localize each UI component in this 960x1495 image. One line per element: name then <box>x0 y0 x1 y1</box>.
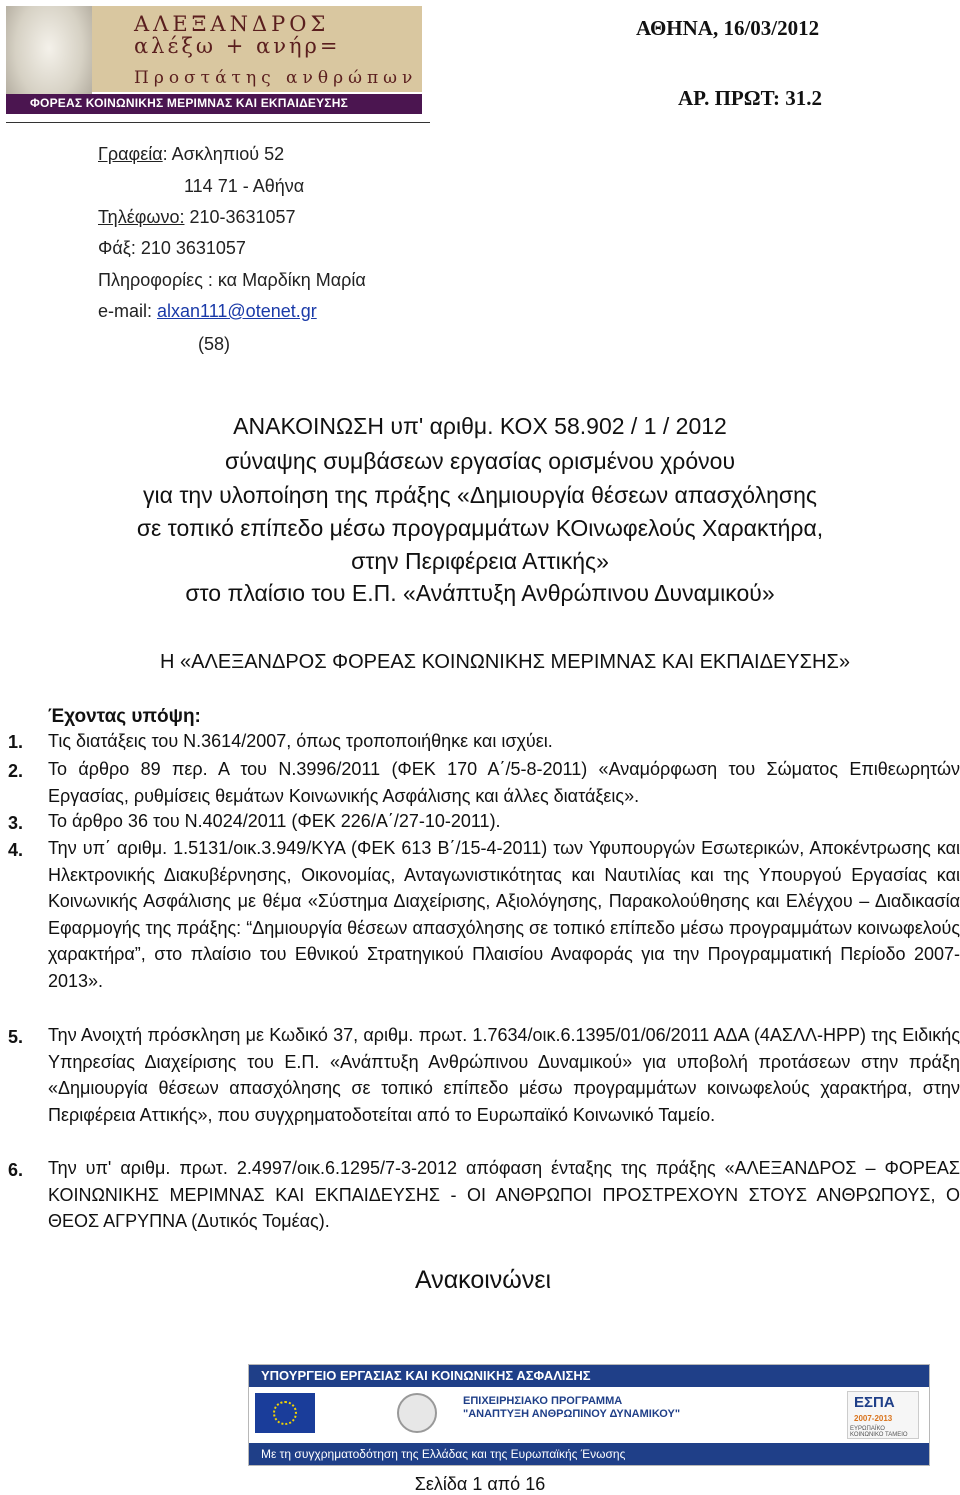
item-number-4: 4. <box>8 840 24 860</box>
organisation-name: Η «ΑΛΕΞΑΝΔΡΟΣ ΦΟΡΕΑΣ ΚΟΙΝΩΝΙΚΗΣ ΜΕΡΙΜΝΑΣ ΚΑΙ ΕΚΠΑΙΔΕΥΣΗΣ» <box>160 651 850 673</box>
fax: Φάξ: 210 3631057 <box>98 238 246 258</box>
list-item-5 <box>48 1022 960 1128</box>
document-date: ΑΘΗΝΑ, 16/03/2012 <box>636 16 820 40</box>
cofunding-bar <box>249 1443 929 1465</box>
logo-etymology: αλέξω + ανήρ= <box>134 34 341 58</box>
espa-tag: ΕΥΡΩΠΑΪΚΟ ΚΟΙΝΩΝΙΚΟ ΤΑΜΕΙΟ <box>850 1426 908 1438</box>
organisation-logo <box>6 6 422 110</box>
list-item-4 <box>48 835 960 994</box>
phone-label: Τηλέφωνο: <box>98 207 185 227</box>
logo-motto: Προστάτης ανθρώπων <box>134 68 418 88</box>
item-number-3: 3. <box>8 813 24 833</box>
email-label: e-mail: <box>98 301 158 321</box>
espa-label: ΕΣΠΑ <box>854 1394 895 1411</box>
item-text-6: Την υπ' αριθμ. πρωτ. 2.4997/οικ.6.1295/7-3-2012 απόφαση ένταξης της πράξης «ΑΛΕΞΑΝΔΡΟΣ – ΦΟΡΕΑΣ ΚΟΙΝΩΝΙΚΗΣ ΜΕΡΙΜΝΑΣ ΚΑΙ ΕΚΠΑΙΔΕΥΣΗΣ - ΟΙ ΑΝΘΡΩΠΟΙ ΠΡΟΣΤΡΕΧΟΥΝ ΣΤΟΥΣ ΑΝΘΡΩΠΟΥΣ, Ο ΘΕΟΣ ΑΓΡΥΠΝΑ (Δυτικός Τομέας). <box>48 1158 960 1231</box>
page-number: Σελίδα 1 από 16 <box>414 1474 546 1494</box>
list-item-3 <box>48 808 960 835</box>
item-text-1: Τις διατάξεις του Ν.3614/2007, όπως τροποποιήθηκε και ισχύει. <box>48 731 553 751</box>
email-link[interactable]: alxan111@otenet.gr <box>157 301 317 321</box>
item-text-5: Την Ανοιχτή πρόσκληση με Κωδικό 37, αριθμ. πρωτ. 1.7634/οικ.6.1395/01/06/2011 ΑΔΑ (4ΑΣΛΛ-ΗΡΡ) της Ειδικής Υπηρεσίας Διαχείρισης του Ε.Π. «Ανάπτυξη Ανθρώπινου Δυναμικού» για υποβολή προτάσεων στην πράξη «Δημιουργία θέσεων απασχόλησης σε τοπικό επίπεδο μέσω προγραμμάτων κοινωφελούς χαρακτήρα, στην Περιφέρεια Αττικής», που συγχρηματοδοτείται από το Ευρωπαϊκό Κοινωνικό Ταμείο. <box>48 1025 960 1125</box>
office-address <box>98 144 284 165</box>
logo-bar-text: ΦΟΡΕΑΣ ΚΟΙΝΩΝΙΚΗΣ ΜΕΡΙΜΝΑΣ ΚΑΙ ΕΚΠΑΙΔΕΥΣΗΣ <box>30 96 348 110</box>
email <box>98 301 317 322</box>
logo-title: ΑΛΕΞΑΝΔΡΟΣ <box>134 12 330 36</box>
contact-person: Πληροφορίες : κα Μαρδίκη Μαρία <box>98 270 366 290</box>
ministry-bar <box>249 1365 929 1387</box>
item-number-2: 2. <box>8 761 24 781</box>
reference-number: (58) <box>198 334 231 354</box>
office-label: Γραφεία <box>98 144 163 164</box>
item-number-5: 5. <box>8 1027 24 1047</box>
title-line-6: στο πλαίσιο του Ε.Π. «Ανάπτυξη Ανθρώπινου Δυναμικού» <box>185 580 775 606</box>
item-number-1: 1. <box>8 732 24 752</box>
list-item-1 <box>48 728 960 755</box>
ministry-name: ΥΠΟΥΡΓΕΙΟ ΕΡΓΑΣΙΑΣ ΚΑΙ ΚΟΙΝΩΝΙΚΗΣ ΑΣΦΑΛΙΣΗΣ <box>261 1368 591 1383</box>
logo-bar <box>6 94 422 114</box>
title-line-3: για την υλοποίηση της πράξης «Δημιουργία θέσεων απασχόλησης <box>143 482 817 508</box>
office-value: : Ασκληπιού 52 <box>162 144 285 164</box>
title-line-2: σύναψης συμβάσεων εργασίας ορισμένου χρόνου <box>224 448 736 474</box>
title-line-5: στην Περιφέρεια Αττικής» <box>351 548 609 574</box>
item-text-2: Το άρθρο 89 περ. Α του Ν.3996/2011 (ΦΕΚ 170 Α΄/5-8-2011) «Αναμόρφωση του Σώματος Επιθεωρητών Εργασίας, ρυθμίσεις θεμάτων Κοινωνικής Ασφάλισης και άλλες διατάξεις». <box>48 759 960 806</box>
programme-line-1: ΕΠΙΧΕΙΡΗΣΙΑΚΟ ΠΡΟΓΡΑΜΜΑ <box>463 1395 623 1407</box>
phone <box>98 207 296 228</box>
cofunding-text: Με τη συγχρηματοδότηση της Ελλάδας και της Ευρωπαϊκής Ένωσης <box>261 1447 626 1461</box>
funding-banner <box>248 1364 930 1466</box>
programme-line-2: "ΑΝΑΠΤΥΞΗ ΑΝΘΡΩΠΙΝΟΥ ΔΥΝΑΜΙΚΟΥ" <box>463 1408 681 1420</box>
considering-heading: Έχοντας υπόψη: <box>48 706 201 727</box>
espa-years: 2007-2013 <box>854 1414 893 1423</box>
list-item-2 <box>48 756 960 809</box>
protocol-number: ΑΡ. ΠΡΩΤ: 31.2 <box>678 86 823 110</box>
item-number-6: 6. <box>8 1160 24 1180</box>
item-text-3: Το άρθρο 36 του Ν.4024/2011 (ΦΕΚ 226/Α΄/27-10-2011). <box>48 811 501 831</box>
announces-heading: Ανακοινώνει <box>414 1266 552 1294</box>
operational-programme <box>463 1395 680 1421</box>
greek-emblem-icon <box>397 1393 437 1433</box>
item-text-4: Την υπ΄ αριθμ. 1.5131/οικ.3.949/ΚΥΑ (ΦΕΚ 613 Β΄/15-4-2011) των Υφυπουργών Εσωτερικών, Αποκέντρωσης και Ηλεκτρονικής Διακυβέρνησης, Οικονομίας, Ανταγωνιστικότητας και Ναυτιλίας και της Υπουργού Εργασίας και Κοινωνικής Ασφάλισης με θέμα «Σύστημα Διαχείρισης, Αξιολόγησης, Παρακολούθησης και Ελέγχου – Διαδικασία Εφαρμογής της πράξης: “Δημιουργία θέσεων απασχόλησης σε τοπικό επίπεδο μέσω προγραμμάτων κοινωφελούς χαρακτήρα”, στο πλαίσιο του Εθνικού Στρατηγικού Πλαισίου Αναφοράς για την Προγραμματική Περίοδο 2007-2013». <box>48 838 960 991</box>
banner-logos <box>249 1387 929 1441</box>
title-line-4: σε τοπικό επίπεδο μέσω προγραμμάτων ΚΟινωφελούς Χαρακτήρα, <box>136 515 824 541</box>
list-item-6 <box>48 1155 960 1235</box>
phone-value: 210-3631057 <box>184 207 296 227</box>
header-divider <box>6 122 430 123</box>
espa-logo <box>847 1391 919 1439</box>
announcement-title: ΑΝΑΚΟΙΝΩΣΗ υπ' αριθμ. ΚΟΧ 58.902 / 1 / 2012 <box>233 413 727 439</box>
postal-code: 114 71 - Αθήνα <box>184 176 305 196</box>
eu-flag-icon <box>255 1393 315 1433</box>
